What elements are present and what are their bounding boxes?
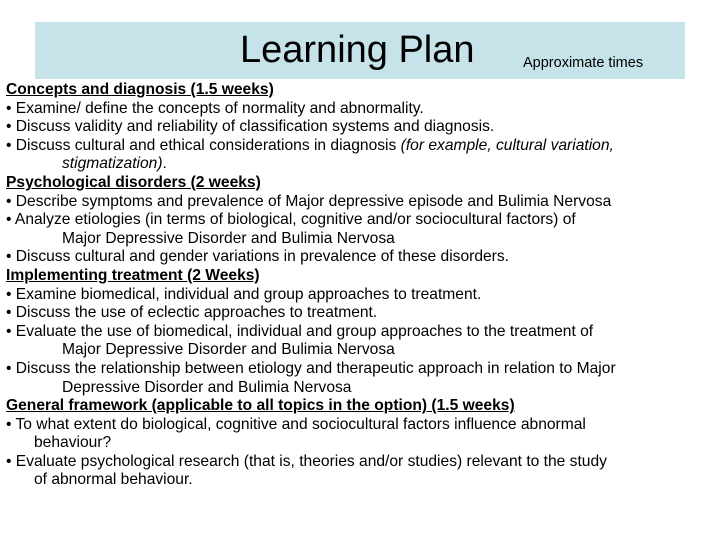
list-item	[6, 137, 718, 174]
list-item-line: • To what extent do biological, cognitive and sociocultural factors influence abnormal	[6, 415, 586, 433]
list-item: • Discuss cultural and gender variations in prevalence of these disorders.	[6, 248, 509, 266]
list-item	[6, 211, 718, 248]
list-item-line: Major Depressive Disorder and Bulimia Nervosa	[62, 229, 395, 247]
list-item-line: • Evaluate the use of biomedical, individual and group approaches to the treatment of	[6, 322, 594, 340]
list-item-line: • Analyze etiologies (in terms of biological, cognitive and/or sociocultural factors) of	[6, 211, 576, 229]
list-item-line: Major Depressive Disorder and Bulimia Nervosa	[62, 341, 395, 359]
section-heading-treatment: Implementing treatment (2 Weeks)	[6, 266, 260, 284]
learning-plan-content	[6, 81, 718, 490]
page-title: Learning Plan	[240, 29, 475, 71]
list-item	[6, 416, 718, 453]
list-item: • Describe symptoms and prevalence of Major depressive episode and Bulimia Nervosa	[6, 192, 612, 210]
list-item: • Discuss validity and reliability of classification systems and diagnosis.	[6, 118, 495, 136]
list-item-text: • Discuss cultural and ethical considerations in diagnosis	[6, 136, 401, 154]
section-heading-disorders: Psychological disorders (2 weeks)	[6, 173, 261, 191]
title-bar	[35, 22, 685, 79]
section-heading-framework: General framework (applicable to all topics in the option) (1.5 weeks)	[6, 397, 515, 415]
list-item-text-italic: stigmatization)	[62, 155, 163, 173]
list-item-text: .	[162, 155, 167, 173]
list-item	[6, 360, 718, 397]
list-item: • Discuss the use of eclectic approaches to treatment.	[6, 304, 378, 322]
list-item-text-italic: (for example, cultural variation,	[400, 136, 614, 154]
list-item	[6, 453, 718, 490]
list-item: • Examine/ define the concepts of normality and abnormality.	[6, 99, 424, 117]
list-item-line: • Discuss the relationship between etiology and therapeutic approach in relation to Major	[6, 359, 616, 377]
list-item-line: of abnormal behaviour.	[34, 471, 193, 489]
section-heading-concepts: Concepts and diagnosis (1.5 weeks)	[6, 81, 274, 98]
list-item: • Examine biomedical, individual and group approaches to treatment.	[6, 285, 482, 303]
list-item-line: behaviour?	[34, 434, 112, 452]
list-item-line: Depressive Disorder and Bulimia Nervosa	[62, 378, 352, 396]
page-subtitle: Approximate times	[523, 55, 644, 71]
list-item	[6, 323, 718, 360]
list-item-line: • Evaluate psychological research (that is, theories and/or studies) relevant to the study	[6, 452, 607, 470]
